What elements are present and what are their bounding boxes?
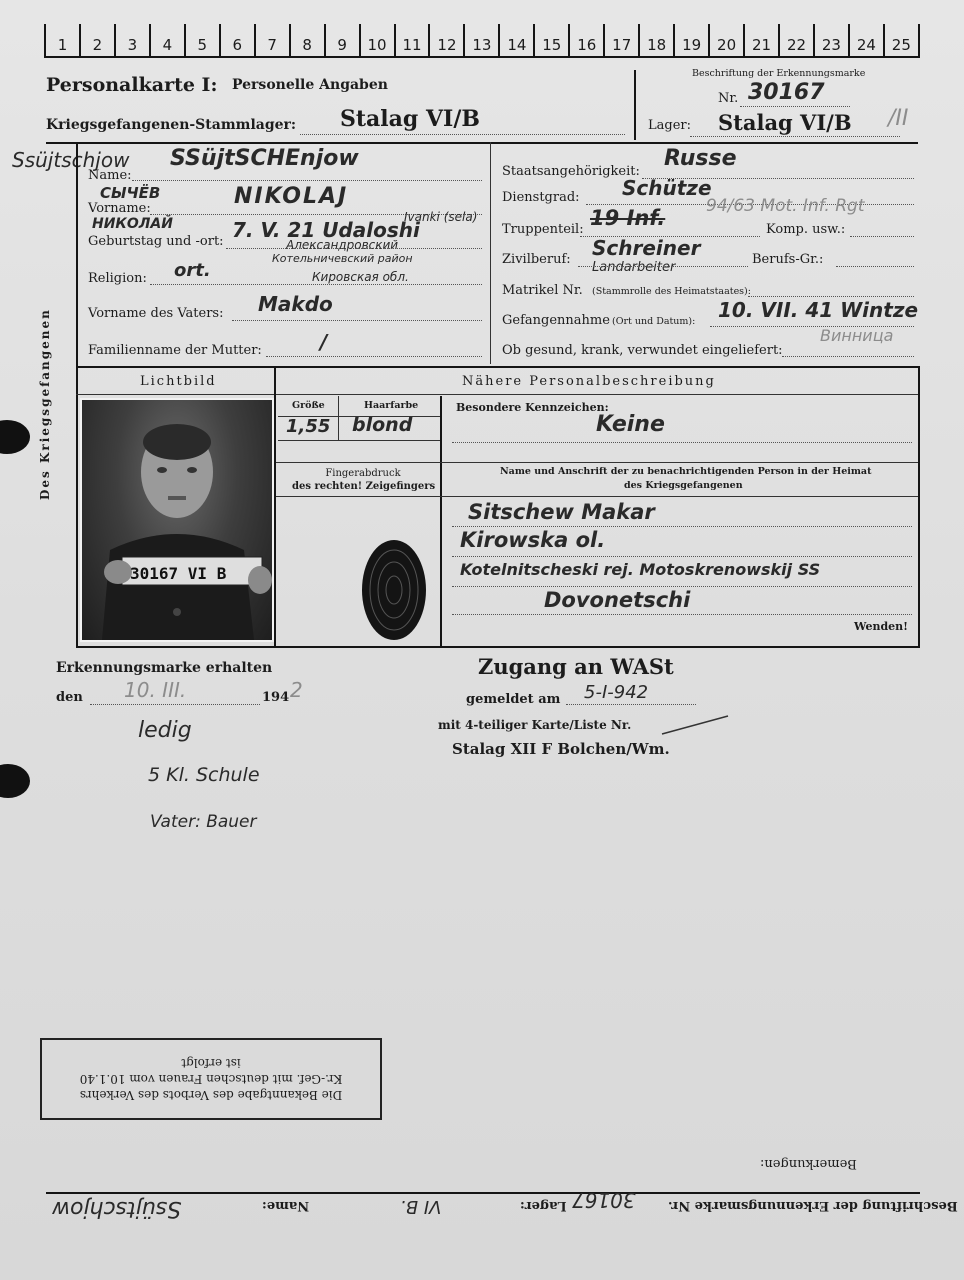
- vorname-label: Vorname:: [88, 201, 151, 216]
- finger-label-1: Fingerabdruck: [325, 468, 401, 479]
- strip-number: 20: [708, 24, 743, 56]
- number-strip: [44, 24, 920, 58]
- berufs-label: Berufs-Gr.:: [752, 252, 824, 267]
- margin-name-hand: Ssüjtschjow: [12, 148, 130, 172]
- strip-number: 4: [149, 24, 184, 56]
- kennzeichen-label: Besondere Kennzeichen:: [456, 401, 609, 414]
- bemerkungen-label: Bemerkungen:: [760, 1156, 857, 1171]
- matrikel-small: (Stammrolle des Heimatstaates):: [592, 286, 751, 297]
- finger-label-2: des rechten! Zeigefingers: [292, 481, 436, 492]
- gesund-label: Ob gesund, krank, verwundet eingeliefert:: [502, 343, 783, 358]
- geburtsort-cyrillic-3: Кировская обл.: [312, 270, 409, 284]
- strip-number: 24: [848, 24, 883, 56]
- footer-name-value: Ssüjtschjow: [52, 1196, 182, 1221]
- strip-number: 2: [79, 24, 114, 56]
- lager-suffix: /II: [888, 106, 909, 131]
- stamp-line-3: ist erfolgt: [181, 1056, 241, 1070]
- strip-number: 22: [778, 24, 813, 56]
- fingerprint-mark: [358, 536, 430, 644]
- vater-value: Makdo: [258, 292, 333, 316]
- zugang-title: Zugang an WASt: [478, 654, 674, 679]
- stalag-label: Stalag XII F Bolchen/Wm.: [452, 740, 670, 758]
- strip-number: 11: [394, 24, 429, 56]
- matrikel-label: Matrikel Nr.: [502, 283, 583, 298]
- stamp-line-2: Kr.-Gef. mit deutschen Frauen vom 10.1.40: [79, 1072, 343, 1086]
- portrait-figure: [82, 400, 272, 640]
- haarfarbe-value: blond: [352, 414, 413, 436]
- strip-number: 23: [813, 24, 848, 56]
- vater-label: Vorname des Vaters:: [88, 306, 224, 321]
- stammlager-label: Kriegsgefangenen-Stammlager:: [46, 117, 297, 133]
- gemeldet-label: gemeldet am: [466, 692, 561, 707]
- gefangennahme-value: 10. VII. 41 Wintze: [718, 298, 919, 322]
- strip-number: 12: [428, 24, 463, 56]
- lichtbild-label: Lichtbild: [140, 374, 217, 389]
- kennzeichen-value: Keine: [596, 412, 665, 437]
- lager-value: Stalag VI/B: [718, 110, 852, 135]
- name-value: SSüjtSCHEnjow: [170, 146, 359, 171]
- strip-number: 25: [883, 24, 920, 56]
- nr-value: 30167: [748, 80, 825, 105]
- name-label: Name:: [88, 168, 132, 183]
- strip-number: 6: [219, 24, 254, 56]
- stamp-line-1: Die Bekanntgabe des Verbots des Verkehrs: [79, 1088, 343, 1102]
- staat-value: Russe: [664, 146, 737, 171]
- card-title: Personalkarte I:: [46, 74, 218, 96]
- punch-hole: [0, 420, 30, 454]
- note-schule: 5 Kl. Schule: [148, 764, 260, 786]
- haarfarbe-label: Haarfarbe: [364, 400, 419, 411]
- truppenteil-extra: 94/63 Mot. Inf. Rgt: [706, 196, 865, 216]
- geburtstag-extra: Ivanki (sela): [404, 210, 478, 224]
- strip-number: 19: [673, 24, 708, 56]
- truppenteil-value: 19 Inf.: [590, 206, 666, 230]
- groesse-value: 1,55: [286, 416, 331, 437]
- strip-number: 16: [568, 24, 603, 56]
- naehere-label: Nähere Personalbeschreibung: [462, 374, 716, 389]
- religion-label: Religion:: [88, 271, 147, 286]
- card-subtitle: Personelle Angaben: [232, 77, 388, 93]
- photo-plate: 30167 VI B: [130, 564, 227, 583]
- wenden-label: Wenden!: [854, 620, 908, 633]
- vorname-value: NIKOLAJ: [234, 184, 349, 209]
- contact-line-3: Kotelnitscheski rej. Motoskrenowskij SS: [460, 560, 821, 579]
- strip-number: 14: [498, 24, 533, 56]
- prisoner-photo: [80, 398, 274, 642]
- erkennung-label: Erkennungsmarke erhalten: [56, 660, 273, 676]
- dienstgrad-label: Dienstgrad:: [502, 190, 580, 205]
- strip-number: 7: [254, 24, 289, 56]
- karte-stroke: [660, 712, 730, 736]
- gefangennahme-label: Gefangennahme: [502, 313, 610, 328]
- stammlager-value: Stalag VI/B: [340, 106, 480, 132]
- contact-line-2: Kirowska ol.: [460, 528, 606, 552]
- contact-label-2: des Kriegsgefangenen: [624, 480, 743, 491]
- footer-lager-label: Lager:: [520, 1198, 567, 1213]
- note-vater: Vater: Bauer: [150, 812, 257, 832]
- gefangennahme-small: (Ort und Datum):: [612, 316, 696, 327]
- footer-name-label: Name:: [262, 1198, 310, 1213]
- year-hand: 2: [290, 678, 303, 702]
- dienstgrad-value: Schütze: [622, 176, 712, 200]
- komp-label: Komp. usw.:: [766, 222, 846, 237]
- strip-number: 3: [114, 24, 149, 56]
- name-cyrillic: СЫЧЁВ: [100, 184, 161, 202]
- lager-label: Lager:: [648, 118, 691, 133]
- vorname-cyrillic: НИКОЛАЙ: [92, 216, 173, 232]
- strip-number: 8: [289, 24, 324, 56]
- footer-beschriftung-label: Beschriftung der Erkennungsmarke Nr.: [668, 1198, 958, 1213]
- strip-number: 5: [184, 24, 219, 56]
- zivilberuf-value: Schreiner: [592, 236, 701, 260]
- footer-lager-value: VI B.: [400, 1196, 442, 1217]
- zivilberuf-label: Zivilberuf:: [502, 252, 571, 267]
- nr-label: Nr.: [718, 91, 739, 106]
- strip-number: 18: [638, 24, 673, 56]
- erkennungsmarke-caption: Beschriftung der Erkennungsmarke: [692, 68, 866, 79]
- mutter-value: /: [320, 330, 328, 354]
- verbot-stamp: [40, 1038, 382, 1120]
- side-label: Des Kriegsgefangenen: [38, 308, 52, 500]
- strip-number: 10: [359, 24, 394, 56]
- punch-hole: [0, 764, 30, 798]
- den-label: den: [56, 690, 83, 705]
- mutter-label: Familienname der Mutter:: [88, 343, 262, 358]
- geburtsort-cyrillic-2: Котельничевский район: [272, 252, 413, 265]
- gemeldet-value: 5-I-942: [584, 682, 649, 703]
- geburtstag-label: Geburtstag und -ort:: [88, 234, 224, 249]
- karte-label: mit 4-teiliger Karte/Liste Nr.: [438, 718, 632, 732]
- geburtsort-cyrillic-1: Александровский: [286, 238, 399, 252]
- note-ledig: ledig: [138, 718, 192, 743]
- strip-number: 17: [603, 24, 638, 56]
- strip-number: 9: [324, 24, 359, 56]
- strip-number: 15: [533, 24, 568, 56]
- zivilberuf-extra: Landarbeiter: [592, 260, 676, 275]
- contact-line-4: Dovonetschi: [544, 588, 691, 612]
- religion-value: ort.: [174, 260, 211, 281]
- truppenteil-label: Truppenteil:: [502, 222, 584, 237]
- staat-label: Staatsangehörigkeit:: [502, 164, 640, 179]
- strip-number: 1: [44, 24, 79, 56]
- den-value: 10. III.: [124, 678, 187, 702]
- year-printed: 194: [262, 690, 290, 705]
- footer-nr-value: 30167: [572, 1188, 636, 1212]
- strip-number: 21: [743, 24, 778, 56]
- groesse-label: Größe: [292, 400, 325, 411]
- geburtstag-value: 7. V. 21 Udaloshi: [232, 218, 420, 242]
- contact-label-1: Name und Anschrift der zu benachrichtigenden Person in der Heimat: [500, 466, 872, 477]
- strip-number: 13: [463, 24, 498, 56]
- gefangennahme-cyrillic: Винница: [820, 326, 894, 345]
- contact-line-1: Sitschew Makar: [468, 500, 655, 524]
